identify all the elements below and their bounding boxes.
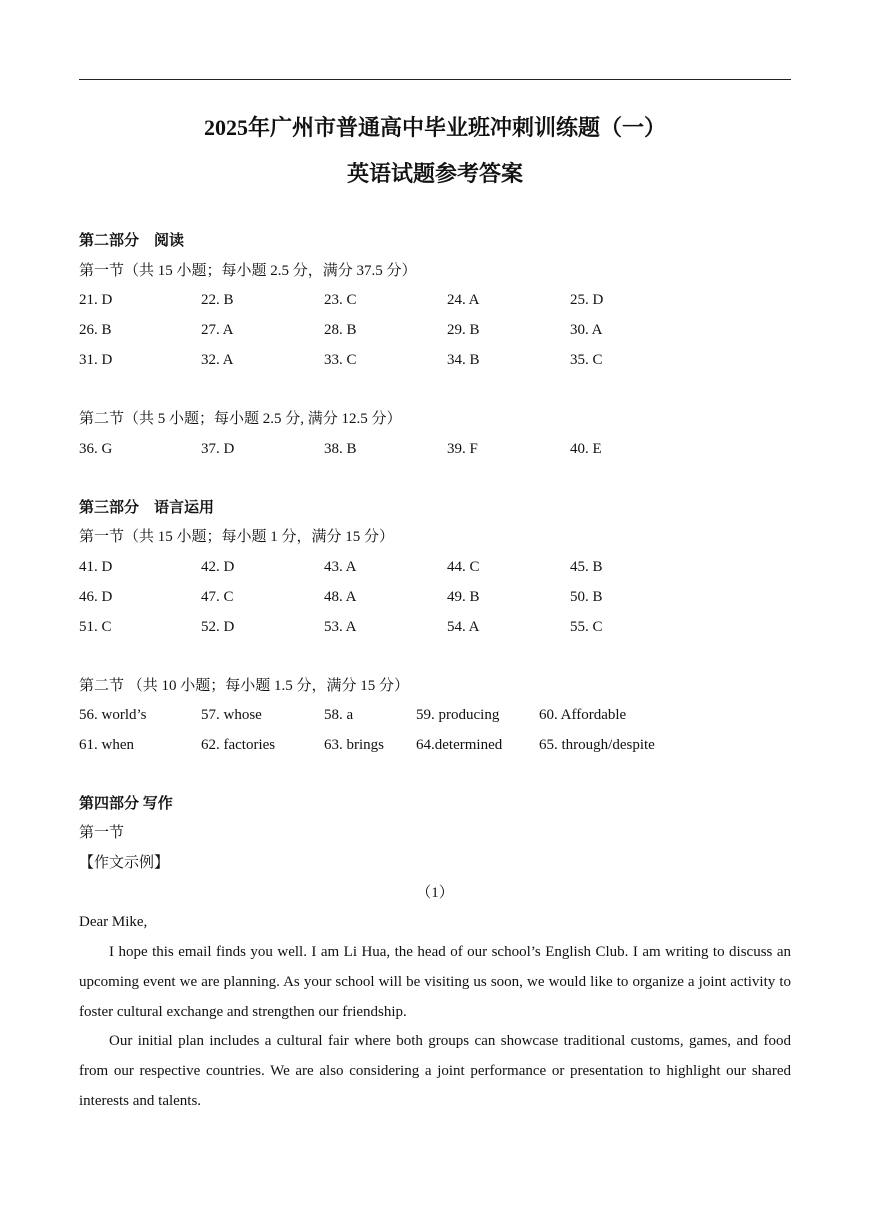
answer-item: 40. E xyxy=(570,441,602,457)
part3-heading: 第三部分 语言运用 xyxy=(79,500,215,516)
sample-number: （1） xyxy=(416,885,454,901)
answer-item: 62. factories xyxy=(201,737,276,753)
answer-item: 53. A xyxy=(324,619,357,635)
answer-item: 52. D xyxy=(201,619,235,635)
answer-row xyxy=(79,617,791,637)
answer-item: 43. A xyxy=(324,559,357,575)
answer-item: 58. a xyxy=(324,707,354,723)
answer-item: 63. brings xyxy=(324,737,384,753)
answer-item: 36. G xyxy=(79,441,113,457)
answer-item: 26. B xyxy=(79,322,112,338)
answer-row xyxy=(79,290,791,310)
answer-item: 27. A xyxy=(201,322,234,338)
answer-item: 54. A xyxy=(447,619,480,635)
answer-item: 33. C xyxy=(324,352,357,368)
part2-section1-label: 第一节（共 15 小题；每小题 2.5 分，满分 37.5 分） xyxy=(79,263,417,279)
answer-item: 37. D xyxy=(201,441,235,457)
answer-item: 42. D xyxy=(201,559,235,575)
answer-item: 61. when xyxy=(79,737,134,753)
letter-paragraph: Our initial plan includes a cultural fair where both groups can showcase traditional customs, games, and food from our respective countries. We are also considering a joint performance or presentation to highlight our shared interests and talents. xyxy=(79,1033,791,1109)
sample-essay-label: 【作文示例】 xyxy=(79,855,170,871)
top-rule xyxy=(79,79,791,80)
answer-item: 46. D xyxy=(79,589,113,605)
answer-row xyxy=(79,350,791,370)
answer-item: 55. C xyxy=(570,619,603,635)
answer-item: 57. whose xyxy=(201,707,262,723)
answer-item: 30. A xyxy=(570,322,603,338)
answer-row xyxy=(79,320,791,340)
answer-item: 38. B xyxy=(324,441,357,457)
answer-item: 24. A xyxy=(447,292,480,308)
answer-item: 39. F xyxy=(447,441,478,457)
answer-item: 21. D xyxy=(79,292,113,308)
answer-item: 44. C xyxy=(447,559,480,575)
answer-item: 49. B xyxy=(447,589,480,605)
answer-item: 48. A xyxy=(324,589,357,605)
part2-section2-label: 第二节（共 5 小题；每小题 2.5 分, 满分 12.5 分） xyxy=(79,411,402,427)
page-title: 2025年广州市普通高中毕业班冲刺训练题（一） xyxy=(203,115,666,140)
answer-item: 56. world’s xyxy=(79,707,147,723)
answer-item: 31. D xyxy=(79,352,113,368)
part3-section1-label: 第一节（共 15 小题；每小题 1 分，满分 15 分） xyxy=(79,529,395,545)
answer-item: 64.determined xyxy=(416,737,503,753)
answer-row xyxy=(79,587,791,607)
part4-section1-label: 第一节 xyxy=(79,825,125,841)
answer-item: 50. B xyxy=(570,589,603,605)
part2-heading: 第二部分 阅读 xyxy=(79,233,185,249)
answer-item: 28. B xyxy=(324,322,357,338)
answer-item: 23. C xyxy=(324,292,357,308)
letter-salutation: Dear Mike, xyxy=(79,914,148,930)
answer-item: 65. through/despite xyxy=(539,737,655,753)
answer-item: 32. A xyxy=(201,352,234,368)
answer-row xyxy=(79,557,791,577)
letter-paragraph: I hope this email finds you well. I am Li Hua, the head of our school’s English Club. I am writing to discuss an upcoming event we are planning. As your school will be visiting us soon, we would like to organize a joint activity to foster cultural exchange and strengthen our friendship. xyxy=(79,944,791,1020)
part3-section2-label: 第二节 （共 10 小题；每小题 1.5 分，满分 15 分） xyxy=(79,678,410,694)
answer-item: 45. B xyxy=(570,559,603,575)
answer-item: 47. C xyxy=(201,589,234,605)
answer-item: 25. D xyxy=(570,292,604,308)
part4-heading: 第四部分 写作 xyxy=(79,796,173,812)
answer-item: 41. D xyxy=(79,559,113,575)
answer-item: 59. producing xyxy=(416,707,500,723)
answer-item: 34. B xyxy=(447,352,480,368)
answer-item: 22. B xyxy=(201,292,234,308)
answer-row xyxy=(79,439,791,459)
answer-item: 35. C xyxy=(570,352,603,368)
answer-item: 60. Affordable xyxy=(539,707,627,723)
answer-item: 29. B xyxy=(447,322,480,338)
answer-row xyxy=(79,735,791,755)
page-subtitle: 英语试题参考答案 xyxy=(346,161,523,186)
answer-item: 51. C xyxy=(79,619,112,635)
answer-row xyxy=(79,705,791,725)
